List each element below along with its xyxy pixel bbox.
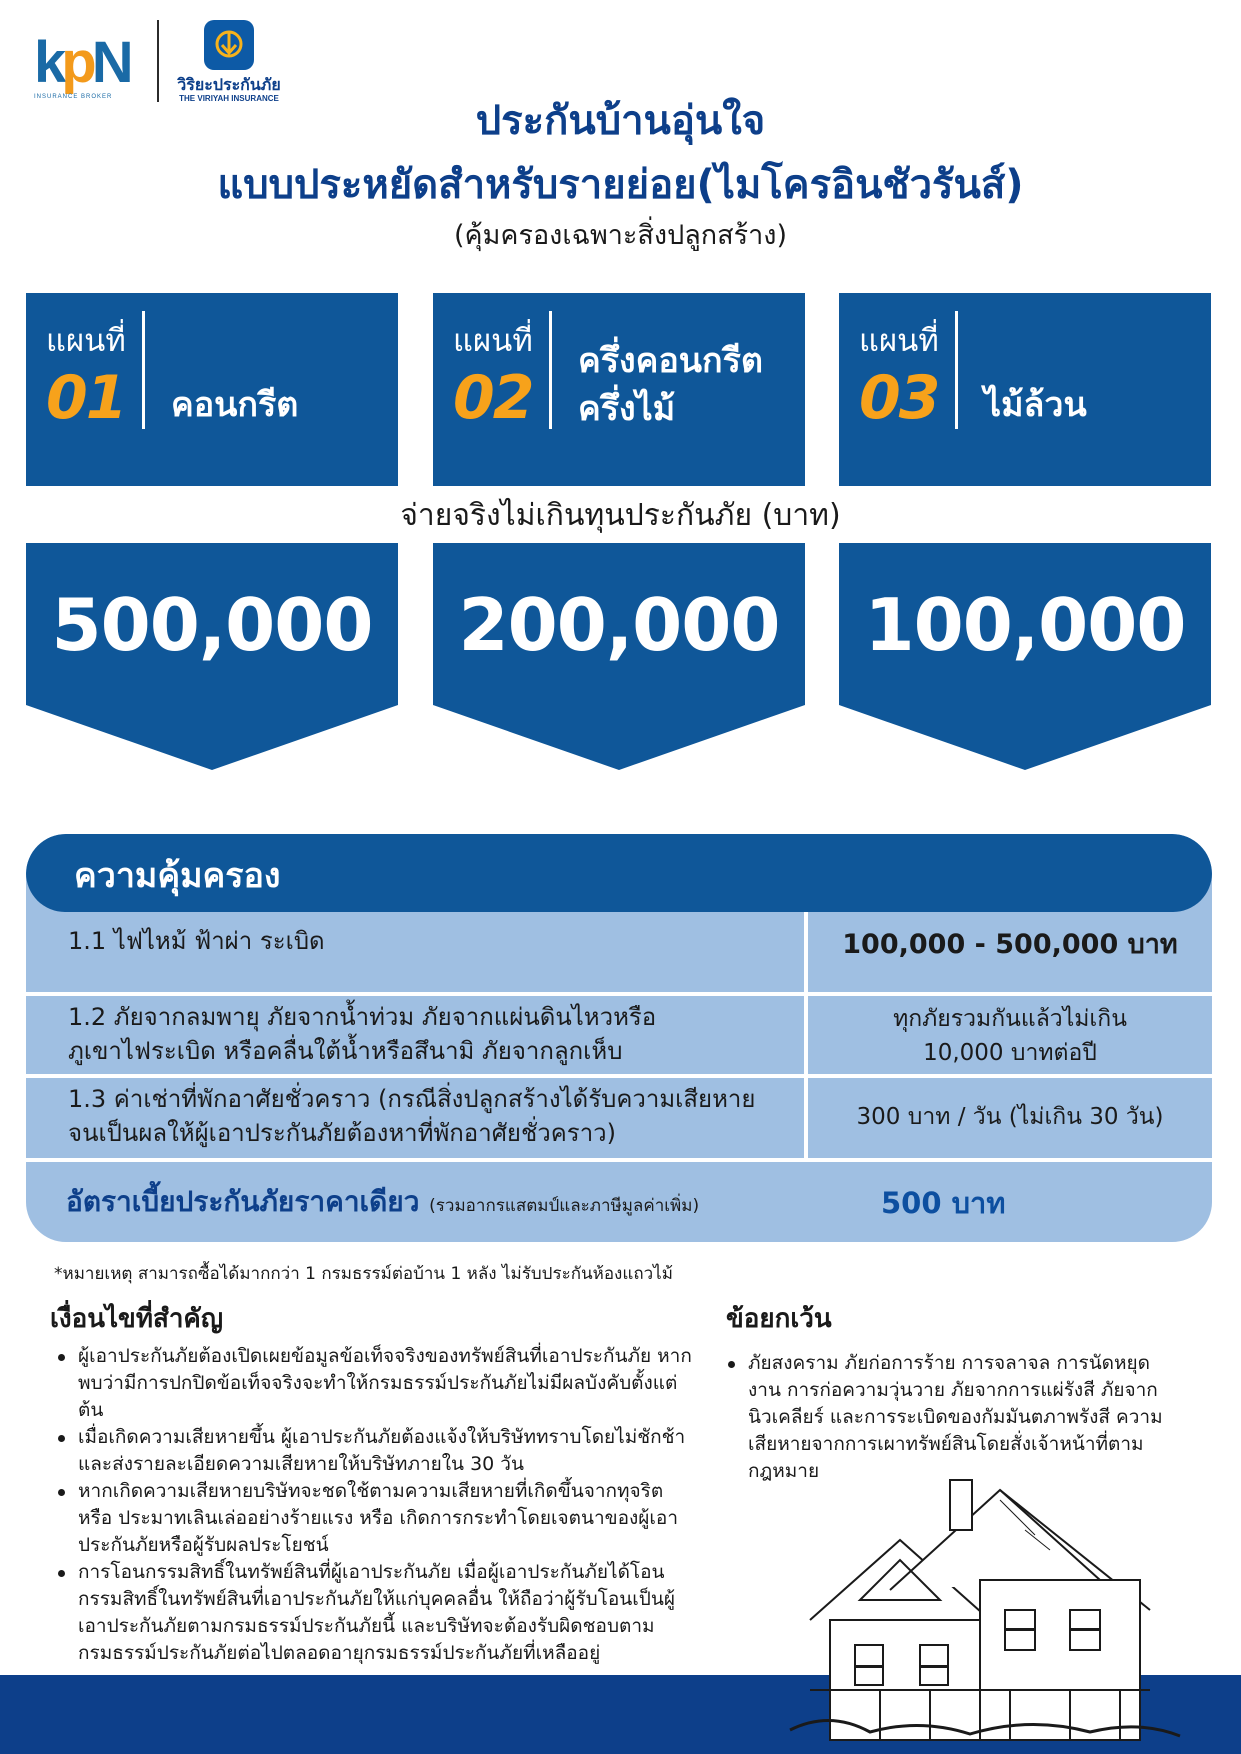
plan-name: คอนกรีต	[171, 385, 299, 425]
coverage-section	[26, 834, 1212, 1242]
list-item: ภัยสงคราม ภัยก่อการร้าย การจลาจล การนัดหยุดงาน การก่อความวุ่นวาย ภัยจากการแผ่รังสี ภัยจากนิวเคลียร์ และการระเบิดของกัมมันตภาพรังสี ความเสียหายจากการเผาทรัพย์สินโดยสั่งเจ้าหน้าที่ตามกฎหมาย	[722, 1350, 1172, 1485]
plan-name-line2: ครึ่งไม้	[578, 389, 676, 429]
plan-name: ไม้ล้วน	[984, 385, 1087, 425]
plan-divider	[549, 311, 552, 429]
amount-value: 500,000	[51, 583, 373, 667]
coverage-amount: 100,000 - 500,000 บาท	[842, 929, 1178, 960]
coverage-amount-line1: ทุกภัยรวมกันแล้วไม่เกิน	[893, 1006, 1127, 1032]
list-item: ผู้เอาประกันภัยต้องเปิดเผยข้อมูลข้อเท็จจริงของทรัพย์สินที่เอาประกันภัย หากพบว่ามีการปกปิดข้อเท็จจริงจะทำให้กรมธรรม์ประกันภัยไม่มีผลบังคับตั้งแต่ต้น	[52, 1343, 692, 1424]
plan-number: 01	[46, 363, 126, 433]
list-item: การโอนกรรมสิทธิ์ในทรัพย์สินที่ผู้เอาประกันภัย เมื่อผู้เอาประกันภัยได้โอนกรรมสิทธิ์ในทรัพย์สินที่เอาประกันภัยให้แก่บุคคลอื่น ให้ถือว่าผู้รับโอนเป็นผู้เอาประกันภัยตามกรมธรรม์ประกันภัยนี้ และบริษัทจะต้องรับผิดชอบตามกรมธรรม์ประกันภัยต่อไปตลอดอายุกรมธรรม์ประกันภัยที่เหลืออยู่	[52, 1559, 692, 1667]
conditions-title: เงื่อนไขที่สำคัญ	[50, 1304, 223, 1334]
premium-label-text: อัตราเบี้ยประกันภัยราคาเดียว	[66, 1185, 420, 1218]
coverage-amount: 300 บาท / วัน (ไม่เกิน 30 วัน)	[856, 1104, 1164, 1130]
plan-number: 03	[859, 363, 939, 433]
page-title: ประกันบ้านอุ่นใจ	[475, 98, 766, 144]
page-subtitle: (คุ้มครองเฉพาะสิ่งปลูกสร้าง)	[454, 220, 787, 251]
coverage-row	[26, 992, 1212, 1078]
exceptions-title: ข้อยกเว้น	[726, 1304, 832, 1334]
coverage-item-line2: จนเป็นผลให้ผู้เอาประกันภัยต้องหาที่พักอาศัยชั่วคราว)	[68, 1119, 617, 1147]
list-item: หากเกิดความเสียหายบริษัทจะชดใช้ตามความเสียหายที่เกิดขึ้นจากทุจริต หรือ ประมาทเลินเล่ออย่างร้ายแรง หรือ เกิดการกระทำโดยเจตนาของผู้เอาประกันภัยหรือผู้รับผลประโยชน์	[52, 1478, 692, 1559]
list-item: เมื่อเกิดความเสียหายขึ้น ผู้เอาประกันภัยต้องแจ้งให้บริษัททราบโดยไม่ชักช้า และส่งรายละเอียดความเสียหายให้บริษัทภายใน 30 วัน	[52, 1424, 692, 1478]
plan-label: แผนที่	[859, 323, 939, 359]
coverage-header	[26, 834, 1212, 912]
premium-value: 500 บาท	[881, 1186, 1006, 1220]
coverage-item-line2: ภูเขาไฟระเบิด หรือคลื่นใต้น้ำหรือสึนามิ ภัยจากลูกเห็บ	[68, 1037, 623, 1065]
amount-badge-2	[433, 543, 805, 770]
exceptions-list	[722, 1350, 1172, 1485]
premium-note: (รวมอากรแสตมป์และภาษีมูลค่าเพิ่ม)	[429, 1196, 700, 1216]
coverage-item-line1: 1.2 ภัยจากลมพายุ ภัยจากน้ำท่วม ภัยจากแผ่นดินไหวหรือ	[68, 1003, 657, 1031]
kpn-tagline: INSURANCE BROKER	[34, 94, 113, 100]
amount-value: 200,000	[458, 583, 780, 667]
plan-card-1	[26, 293, 398, 486]
remark-note: *หมายเหตุ สามารถซื้อได้มากกว่า 1 กรมธรรม์ต่อบ้าน 1 หลัง ไม่รับประกันห้องแถวไม้	[54, 1264, 673, 1284]
plan-number: 02	[453, 363, 533, 433]
viriyah-emblem-icon	[204, 20, 254, 70]
plan-card-3	[839, 293, 1211, 486]
plan-label: แผนที่	[453, 323, 533, 359]
house-illustration	[770, 1470, 1190, 1750]
amount-value: 100,000	[864, 583, 1186, 667]
premium-row	[26, 1158, 1212, 1242]
coverage-item-line1: 1.3 ค่าเช่าที่พักอาศัยชั่วคราว (กรณีสิ่งปลูกสร้างได้รับความเสียหาย	[68, 1085, 756, 1113]
plan-name-line1: ครึ่งคอนกรีต	[578, 341, 763, 381]
page-title-line2: แบบประหยัดสำหรับรายย่อย(ไมโครอินชัวรันส์)	[217, 162, 1024, 208]
coverage-title: ความคุ้มครอง	[74, 856, 281, 896]
plan-divider	[955, 311, 958, 429]
coverage-row	[26, 1074, 1212, 1162]
plan-label: แผนที่	[46, 323, 126, 359]
conditions-list	[52, 1343, 692, 1667]
viriyah-english-name: THE VIRIYAH INSURANCE	[179, 94, 279, 103]
coverage-amount-line2: 10,000 บาทต่อปี	[923, 1040, 1097, 1066]
premium-label	[66, 1180, 699, 1224]
pay-caption: จ่ายจริงไม่เกินทุนประกันภัย (บาท)	[400, 498, 841, 533]
coverage-item: 1.1 ไฟไหม้ ฟ้าผ่า ระเบิด	[68, 927, 325, 955]
viriyah-thai-name: วิริยะประกันภัย	[177, 75, 281, 94]
amount-badge-3	[839, 543, 1211, 770]
plan-card-2	[433, 293, 805, 486]
kpn-wordmark: kpN	[34, 30, 129, 95]
amount-badge-1	[26, 543, 398, 770]
plan-divider	[142, 311, 145, 429]
coverage-row	[26, 912, 1212, 992]
